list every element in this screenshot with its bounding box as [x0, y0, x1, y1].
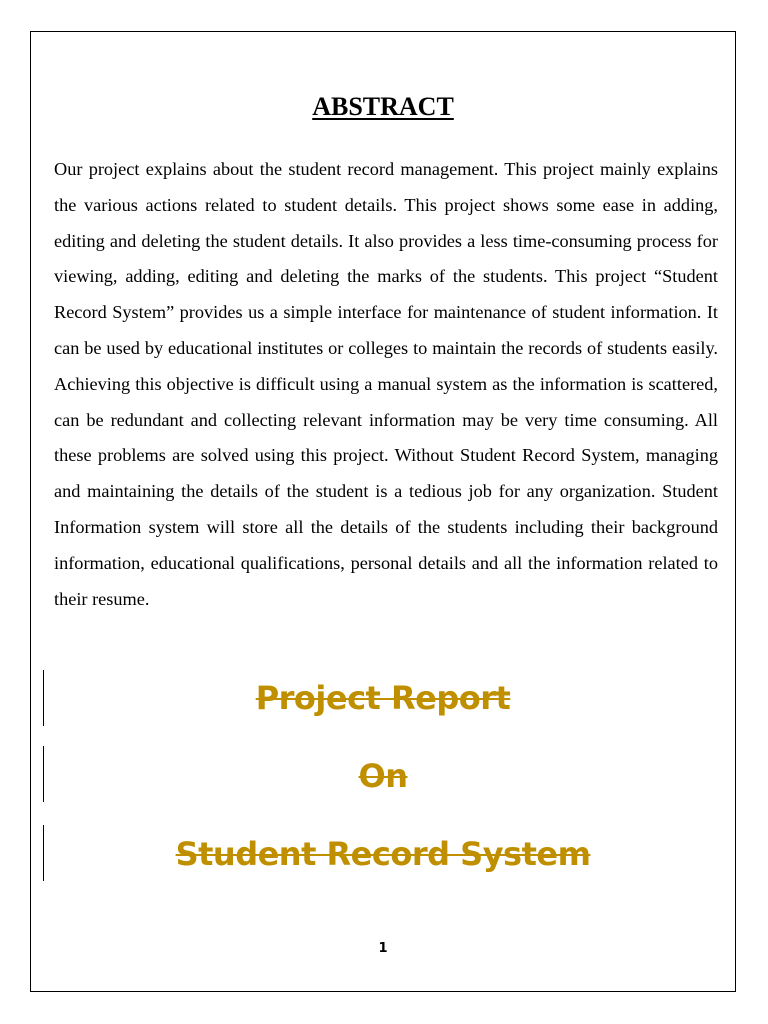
- page-number: 1: [378, 941, 388, 956]
- abstract-paragraph: Our project explains about the student record management. This project mainly explains the various actions related to student details. This project shows some ease in adding, editing and deleting the student details. It also provides a less time-consuming process for viewing, adding, editing and deleting the marks of the students. This project “Student Record System” provides us a simple interface for maintenance of student information. It can be used by educational institutes or colleges to maintain the records of students easily. Achieving this objective is difficult using a manual system as the information is scattered, can be redundant and collecting relevant information may be very time consuming. All these problems are solved using this project. Without Student Record System, managing and maintaining the details of the student is a tedious job for any organization. Student Information system will store all the details of the students including their background information, educational qualifications, personal details and all the information related to their resume.: [54, 159, 718, 609]
- title-line-student-record-system: Student Record System: [175, 835, 591, 873]
- title-line-project-report: Project Report: [255, 679, 511, 717]
- title-line-on: On: [358, 757, 408, 795]
- abstract-heading: ABSTRACT: [312, 92, 454, 121]
